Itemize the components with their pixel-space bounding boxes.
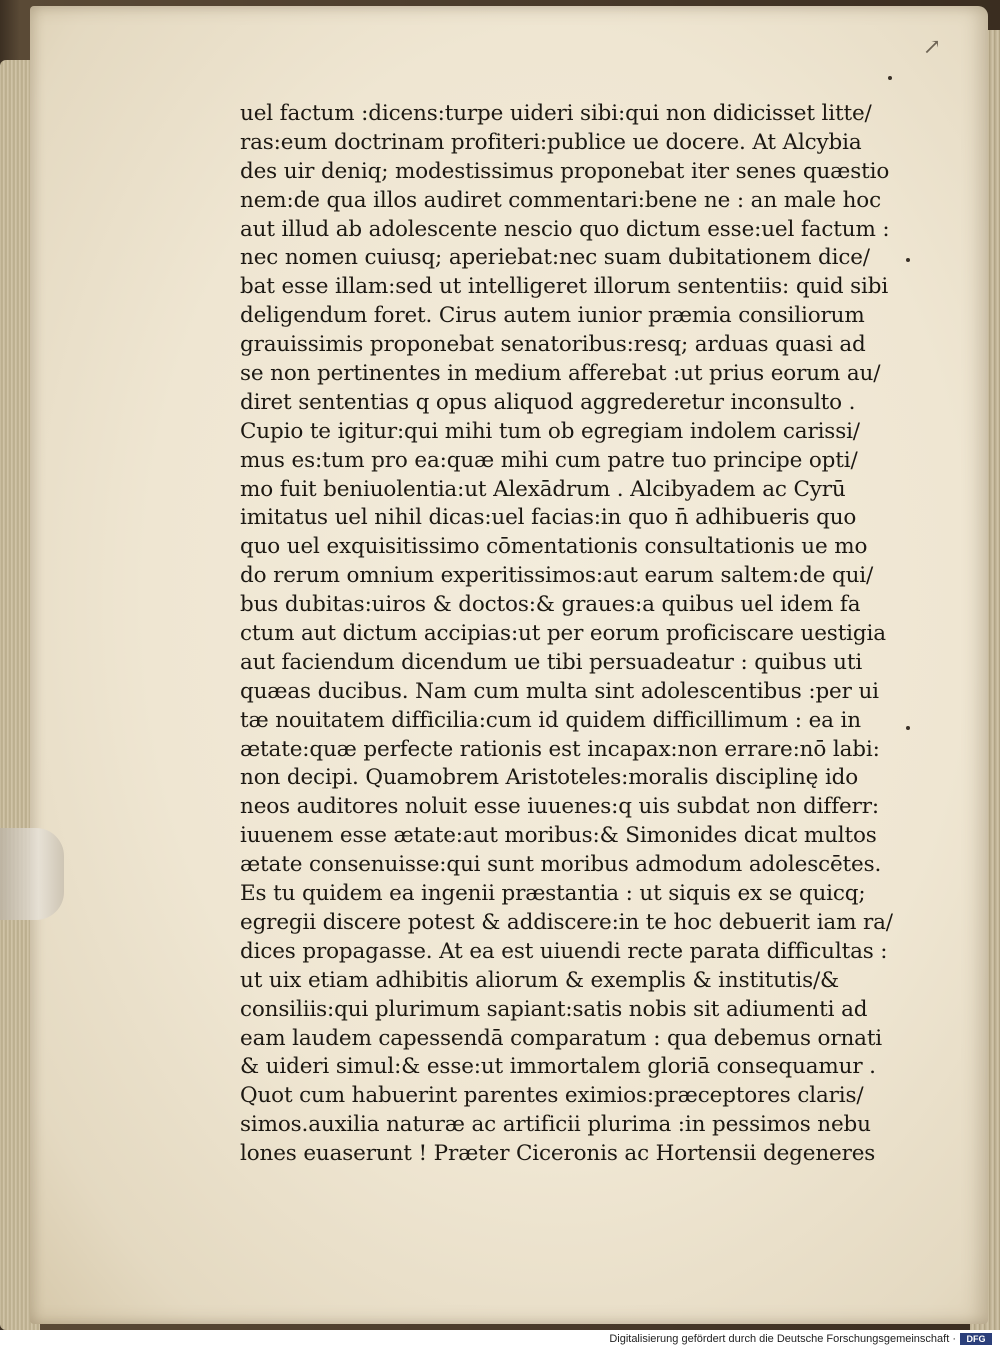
text-line: des uir deniq; modestissimus proponebat iter senes quæstio <box>240 158 890 184</box>
text-line: simos.auxilia naturæ ac artificii plurima :in pessimos nebu <box>240 1112 871 1138</box>
text-line: do rerum omnium experitissimos:aut earum saltem:de qui/ <box>240 563 874 589</box>
text-line: bat esse illam:sed ut intelligeret illorum sententiis: quid sibi <box>240 274 889 300</box>
footer-bar <box>0 1330 1000 1349</box>
dfg-logo: DFG <box>960 1333 992 1345</box>
text-line: ut uix etiam adhibitis aliorum & exemplis & institutis/& <box>240 967 840 993</box>
text-line: tæ nouitatem difficilia:cum id quidem difficillimum : ea in <box>240 707 861 733</box>
text-line: mo fuit beniuolentia:ut Alexādrum . Alcibyadem ac Cyrū <box>240 476 846 502</box>
text-line: bus dubitas:uiros & doctos:& graues:a quibus uel idem fa <box>240 592 861 618</box>
text-line: mus es:tum pro ea:quæ mihi cum patre tuo principe opti/ <box>240 447 858 473</box>
footer-credit: Digitalisierung gefördert durch die Deutsche Forschungsgemeinschaft · <box>609 1333 956 1345</box>
ink-dot <box>906 726 910 730</box>
text-line: ras:eum doctrinam profiteri:publice ue docere. At Alcybia <box>240 129 862 155</box>
text-line: lones euaserunt ! Præter Ciceronis ac Hortensii degeneres <box>240 1141 876 1167</box>
text-line: ctum aut dictum accipias:ut per eorum proficiscare uestigia <box>240 621 886 647</box>
text-block <box>240 100 900 1169</box>
text-line: quæas ducibus. Nam cum multa sint adolescentibus :per ui <box>240 678 879 704</box>
ink-dot <box>906 258 910 262</box>
text-line: ætate consenuisse:qui sunt moribus admodum adolescētes. <box>240 852 882 878</box>
text-line: consiliis:qui plurimum sapiant:satis nobis sit adiumenti ad <box>240 996 868 1022</box>
text-line: se non pertinentes in medium afferebat :ut prius eorum au/ <box>240 361 881 387</box>
text-line: nec nomen cuiusq; aperiebat:nec suam dubitationem dice/ <box>240 245 870 271</box>
text-line: nem:de qua illos audiret commentari:bene ne : an male hoc <box>240 187 881 213</box>
text-line: non decipi. Quamobrem Aristoteles:moralis disciplinę ido <box>240 765 859 791</box>
text-line: Cupio te igitur:qui mihi tum ob egregiam indolem carissi/ <box>240 418 860 444</box>
text-line: imitatus uel nihil dicas:uel facias:in quo n̄ adhibueris quo <box>240 505 857 531</box>
text-line: deligendum foret. Cirus autem iunior præmia consiliorum <box>240 303 865 329</box>
text-line: dices propagasse. At ea est uiuendi recte parata difficultas : <box>240 938 888 964</box>
corner-mark: ↗ <box>922 35 942 60</box>
text-line: & uideri simul:& esse:ut immortalem gloriā consequamur . <box>240 1054 876 1080</box>
ink-dot <box>888 76 892 80</box>
text-line: Es tu quidem ea ingenii præstantia : ut siquis ex se quicq; <box>240 881 866 907</box>
text-line: diret sententias q opus aliquod aggrederetur inconsulto . <box>240 389 856 415</box>
text-line: uel factum :dicens:turpe uideri sibi:qui non didicisset litte/ <box>240 101 872 126</box>
text-line: grauissimis proponebat senatoribus:resq; arduas quasi ad <box>240 332 866 358</box>
text-line: ætate:quæ perfecte rationis est incapax:non errare:nō labi: <box>240 736 880 762</box>
text-line: Quot cum habuerint parentes eximios:præceptores claris/ <box>240 1083 864 1109</box>
page-clip <box>0 828 64 920</box>
text-line: iuuenem esse ætate:aut moribus:& Simonides dicat multos <box>240 823 877 849</box>
text-line: aut faciendum dicendum ue tibi persuadeatur : quibus uti <box>240 649 863 675</box>
text-line: eam laudem capessendā comparatum : qua debemus ornati <box>240 1025 883 1051</box>
text-line: aut illud ab adolescente nescio quo dictum esse:uel factum : <box>240 216 890 242</box>
text-line: neos auditores noluit esse iuuenes:q uis subdat non differr: <box>240 794 879 820</box>
text-line: quo uel exquisitissimo cōmentationis consultationis ue mo <box>240 534 868 560</box>
text-line: egregii discere potest & addiscere:in te hoc debuerit iam ra/ <box>240 909 893 935</box>
